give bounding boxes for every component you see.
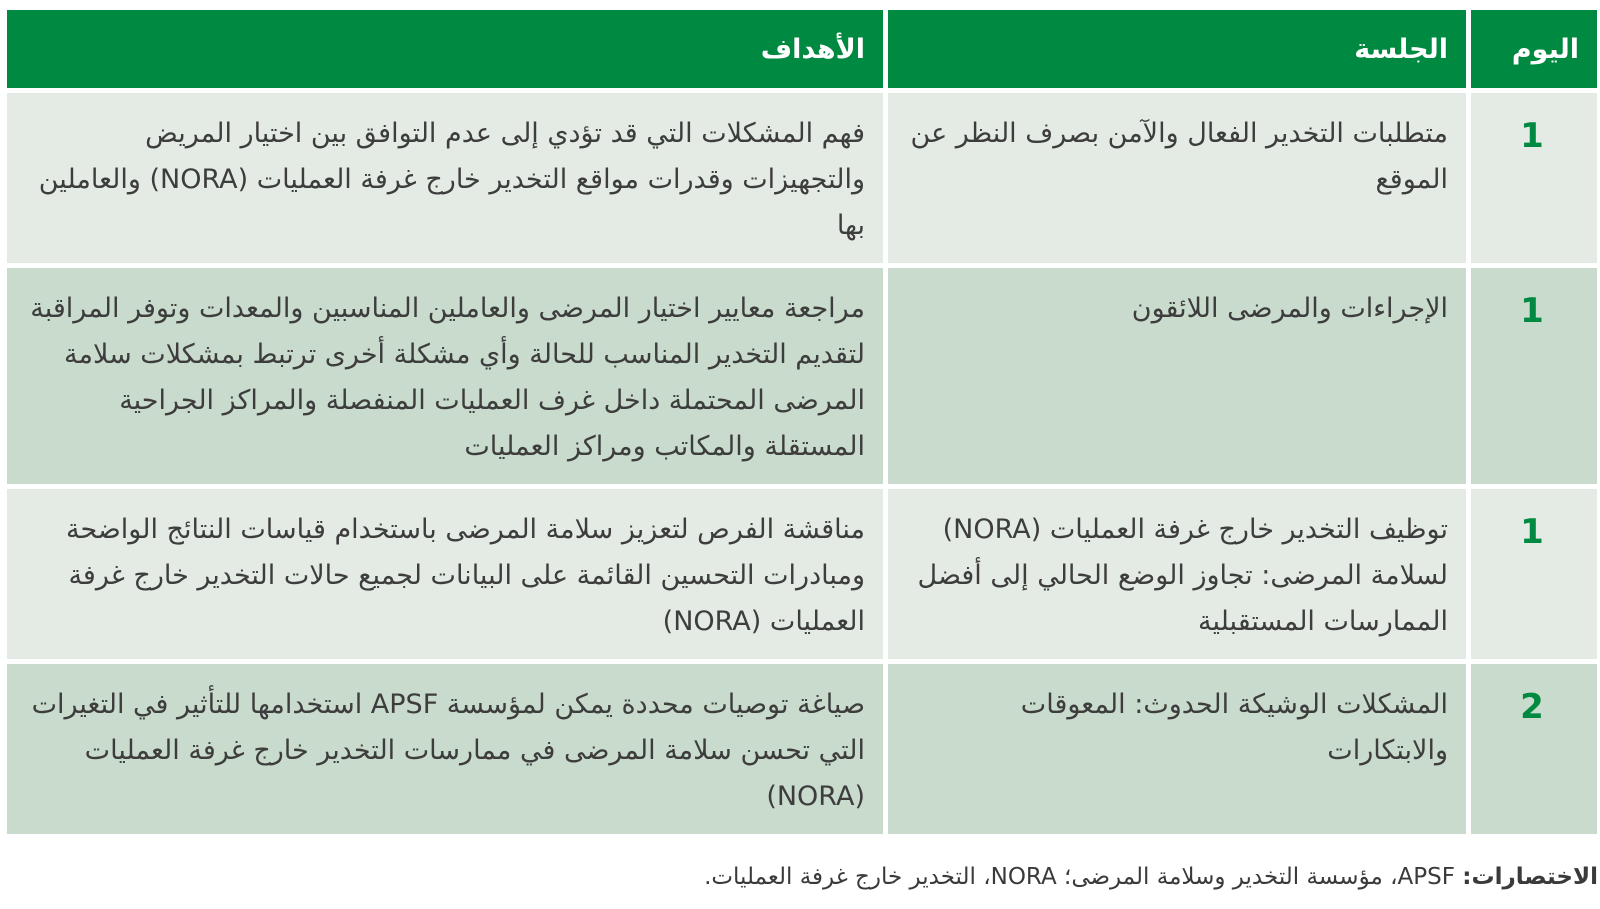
- session-cell: توظيف التخدير خارج غرفة العمليات (NORA) لسلامة المرضى: تجاوز الوضع الحالي إلى أفضل الممارسات المستقبلية: [888, 489, 1466, 659]
- day-cell: 1: [1471, 489, 1597, 659]
- abbreviations-footnote: [704, 864, 1598, 890]
- day-cell: 1: [1471, 268, 1597, 484]
- session-cell: متطلبات التخدير الفعال والآمن بصرف النظر عن الموقع: [888, 93, 1466, 263]
- footnote-label: الاختصارات:: [1462, 864, 1598, 890]
- table-row: [7, 489, 1597, 659]
- table-row: [7, 93, 1597, 263]
- session-cell: الإجراءات والمرضى اللائقون: [888, 268, 1466, 484]
- goals-cell: مراجعة معايير اختيار المرضى والعاملين المناسبين والمعدات وتوفر المراقبة لتقديم التخدير المناسب للحالة وأي مشكلة أخرى ترتبط بمشكلات سلامة المرضى المحتملة داخل غرف العمليات المنفصلة والمراكز الجراحية المستقلة والمكاتب ومراكز العمليات: [7, 268, 883, 484]
- day-cell: 2: [1471, 664, 1597, 834]
- sessions-table: [2, 5, 1600, 839]
- day-cell: 1: [1471, 93, 1597, 263]
- table-row: [7, 268, 1597, 484]
- goals-cell: فهم المشكلات التي قد تؤدي إلى عدم التوافق بين اختيار المريض والتجهيزات وقدرات مواقع التخدير خارج غرفة العمليات (NORA) والعاملين بها: [7, 93, 883, 263]
- goals-cell: مناقشة الفرص لتعزيز سلامة المرضى باستخدام قياسات النتائج الواضحة ومبادرات التحسين القائمة على البيانات لجميع حالات التخدير خارج غرفة العمليات (NORA): [7, 489, 883, 659]
- table-row: [7, 664, 1597, 834]
- goals-cell: صياغة توصيات محددة يمكن لمؤسسة APSF استخدامها للتأثير في التغيرات التي تحسن سلامة المرضى في ممارسات التخدير خارج غرفة العمليات (NORA): [7, 664, 883, 834]
- header-goals: الأهداف: [7, 10, 883, 88]
- header-day: اليوم: [1471, 10, 1597, 88]
- header-session: الجلسة: [888, 10, 1466, 88]
- sessions-table-container: [7, 10, 1597, 834]
- session-cell: المشكلات الوشيكة الحدوث: المعوقات والابتكارات: [888, 664, 1466, 834]
- table-header-row: [7, 10, 1597, 88]
- footnote-text: APSF، مؤسسة التخدير وسلامة المرضى؛ NORA، التخدير خارج غرفة العمليات.: [704, 864, 1455, 890]
